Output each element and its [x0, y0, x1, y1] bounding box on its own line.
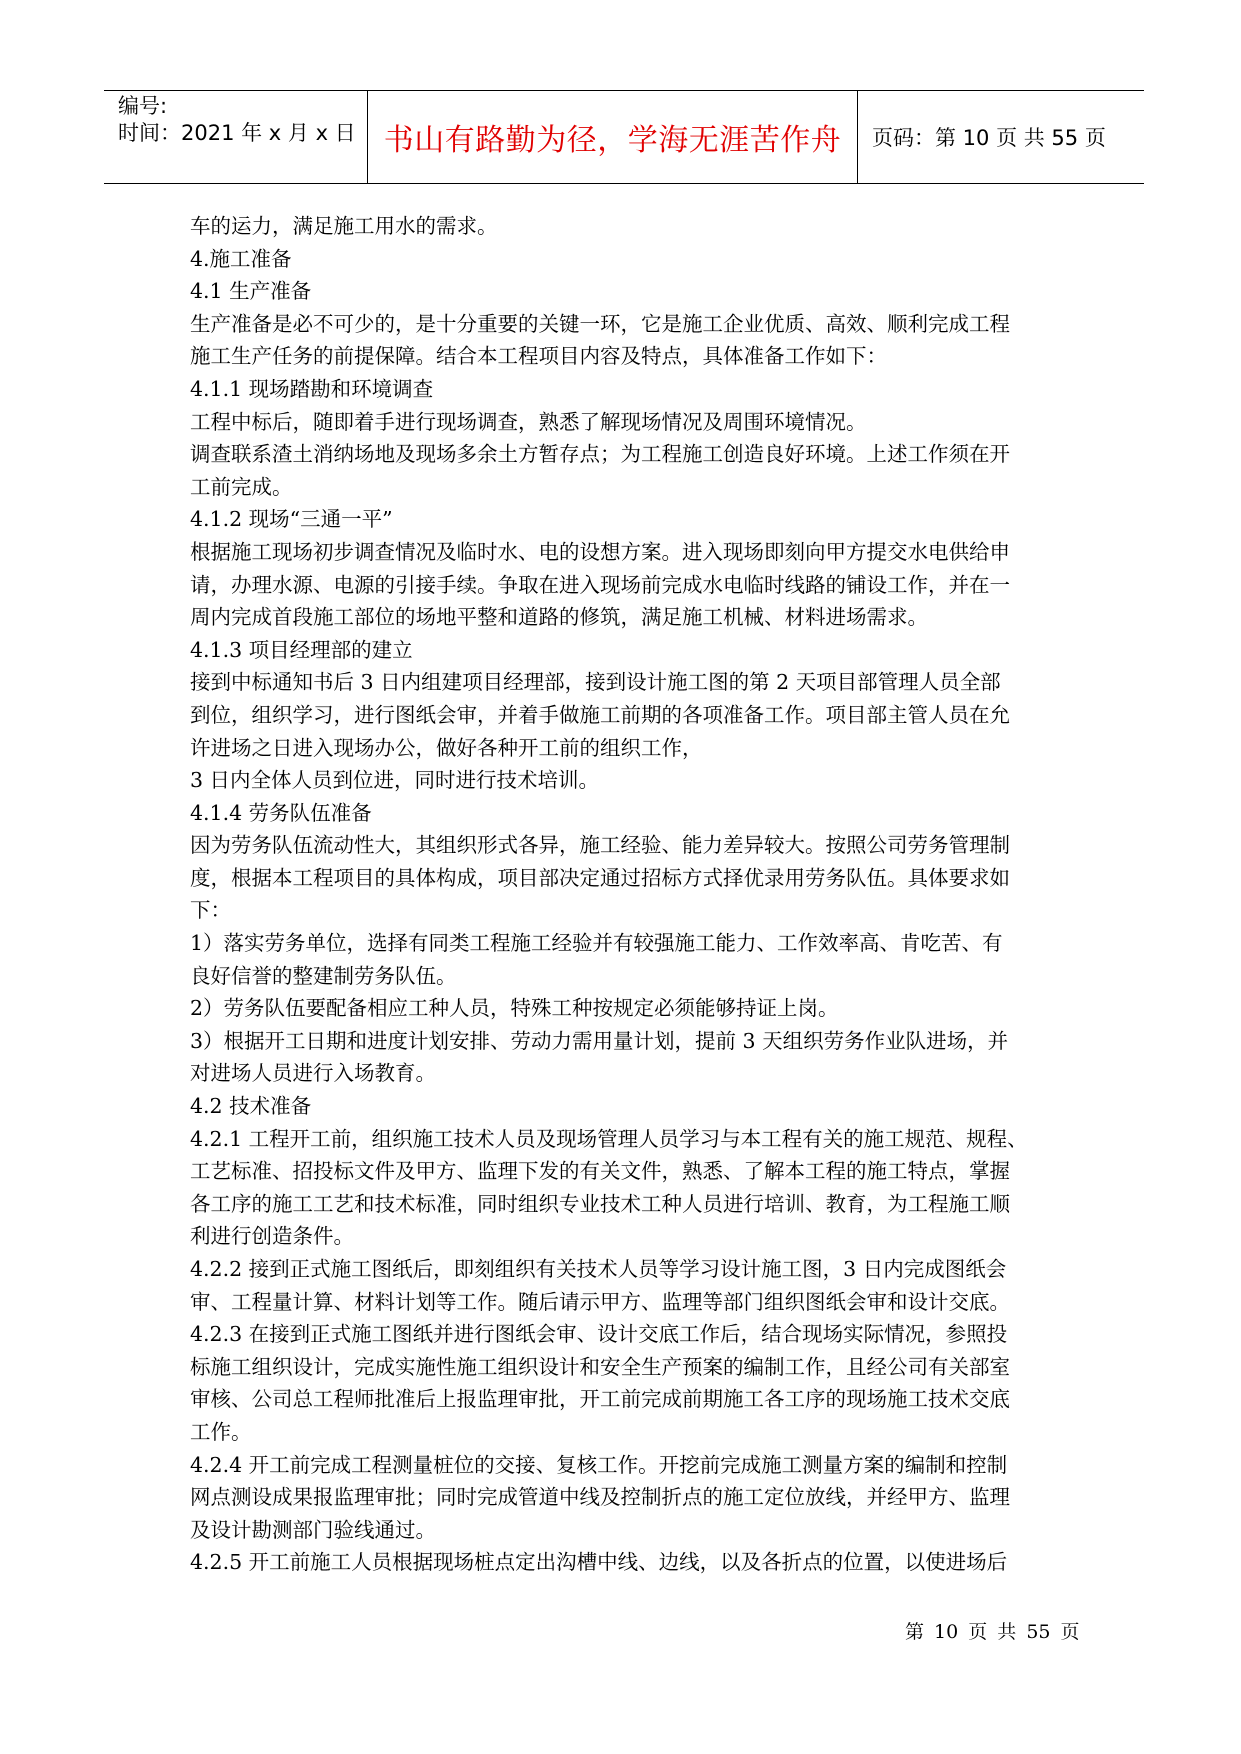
- body-line: 3）根据开工日期和进度计划安排、劳动力需用量计划，提前 3 天组织劳务作业队进场，并: [190, 1028, 1009, 1053]
- document-time-label: 时间：2021 年 x 月 x 日: [118, 121, 356, 145]
- body-line: 4.1 生产准备: [190, 279, 312, 304]
- body-line: 因为劳务队伍流动性大，其组织形式各异，施工经验、能力差异较大。按照公司劳务管理制: [190, 833, 1010, 858]
- body-line: 4.1.1 现场踏勘和环境调查: [190, 376, 434, 401]
- body-line: 周内完成首段施工部位的场地平整和道路的修筑，满足施工机械、材料进场需求。: [190, 605, 928, 630]
- header-meta: [104, 91, 368, 183]
- body-line: 工程中标后，随即着手进行现场调查，熟悉了解现场情况及周围环境情况。: [190, 409, 867, 434]
- body-line: 1）落实劳务单位，选择有同类工程施工经验并有较强施工能力、工作效率高、肯吃苦、有: [190, 931, 1003, 956]
- body-line: 4.2.1 工程开工前，组织施工技术人员及现场管理人员学习与本工程有关的施工规范、规程、: [190, 1126, 1028, 1151]
- body-line: 4.1.4 劳务队伍准备: [190, 800, 372, 825]
- document-number-label: 编号:: [118, 94, 168, 118]
- body-line: 到位，组织学习，进行图纸会审，并着手做施工前期的各项准备工作。项目部主管人员在允: [190, 702, 1010, 727]
- header-page-cell: [858, 91, 1144, 183]
- body-line: 工作。: [190, 1419, 252, 1444]
- body-line: 下：: [190, 898, 231, 923]
- body-line: 3 日内全体人员到位进，同时进行技术培训。: [190, 768, 600, 793]
- body-line: 4.2.3 在接到正式施工图纸并进行图纸会审、设计交底工作后，结合现场实际情况，参照投: [190, 1322, 1008, 1347]
- body-line: 4.施工准备: [190, 246, 292, 271]
- body-line: 4.2 技术准备: [190, 1094, 312, 1119]
- body-line: 网点测设成果报监理审批；同时完成管道中线及控制折点的施工定位放线，并经甲方、监理: [190, 1485, 1010, 1510]
- body-line: 标施工组织设计，完成实施性施工组织设计和安全生产预案的编制工作，且经公司有关部室: [190, 1354, 1010, 1379]
- body-line: 4.2.4 开工前完成工程测量桩位的交接、复核工作。开挖前完成施工测量方案的编制和控制: [190, 1452, 1008, 1477]
- body-line: 施工生产任务的前提保障。结合本工程项目内容及特点，具体准备工作如下：: [190, 344, 887, 369]
- body-line: 工前完成。: [190, 474, 293, 499]
- document-body: [190, 210, 1070, 1579]
- body-line: 4.1.2 现场“三通一平”: [190, 507, 393, 532]
- body-line: 审、工程量计算、材料计划等工作。随后请示甲方、监理等部门组织图纸会审和设计交底。: [190, 1289, 1010, 1314]
- body-line: 对进场人员进行入场教育。: [190, 1061, 436, 1086]
- body-line: 生产准备是必不可少的，是十分重要的关键一环，它是施工企业优质、高效、顺利完成工程: [190, 311, 1010, 336]
- body-line: 4.2.2 接到正式施工图纸后，即刻组织有关技术人员等学习设计施工图，3 日内完成图纸会: [190, 1257, 1007, 1281]
- body-line: 4.2.5 开工前施工人员根据现场桩点定出沟槽中线、边线，以及各折点的位置，以使进场后: [190, 1550, 1008, 1575]
- body-line: 良好信誉的整建制劳务队伍。: [190, 963, 457, 988]
- body-line: 利进行创造条件。: [190, 1224, 354, 1249]
- body-line: 工艺标准、招投标文件及甲方、监理下发的有关文件，熟悉、了解本工程的施工特点，掌握: [190, 1159, 1010, 1184]
- body-line: 车的运力，满足施工用水的需求。: [190, 214, 498, 238]
- body-line: 各工序的施工工艺和技术标准，同时组织专业技术工种人员进行培训、教育，为工程施工顺: [190, 1191, 1010, 1216]
- body-line: 请，办理水源、电源的引接手续。争取在进入现场前完成水电临时线路的铺设工作，并在一: [190, 572, 1010, 597]
- body-line: 接到中标通知书后 3 日内组建项目经理部，接到设计施工图的第 2 天项目部管理人员全部: [190, 670, 1001, 695]
- document-header: [104, 90, 1144, 184]
- body-line: 根据施工现场初步调查情况及临时水、电的设想方案。进入现场即刻向甲方提交水电供给申: [190, 539, 1010, 564]
- header-motto: 书山有路勤为径，学海无涯苦作舟: [383, 123, 842, 158]
- body-line: 许进场之日进入现场办公，做好各种开工前的组织工作，: [190, 735, 703, 760]
- page-footer: 第 10 页 共 55 页: [905, 1621, 1080, 1643]
- header-page-number: 页码：第 10 页 共 55 页: [872, 126, 1106, 150]
- body-line: 调查联系渣土消纳场地及现场多余土方暂存点；为工程施工创造良好环境。上述工作须在开: [190, 442, 1010, 467]
- body-line: 度，根据本工程项目的具体构成，项目部决定通过招标方式择优录用劳务队伍。具体要求如: [190, 865, 1010, 890]
- body-line: 及设计勘测部门验线通过。: [190, 1517, 436, 1542]
- body-line: 审核、公司总工程师批准后上报监理审批，开工前完成前期施工各工序的现场施工技术交底: [190, 1387, 1010, 1412]
- body-line: 2）劳务队伍要配备相应工种人员，特殊工种按规定必须能够持证上岗。: [190, 996, 839, 1021]
- body-line: 4.1.3 项目经理部的建立: [190, 637, 413, 662]
- header-motto-cell: [368, 91, 858, 183]
